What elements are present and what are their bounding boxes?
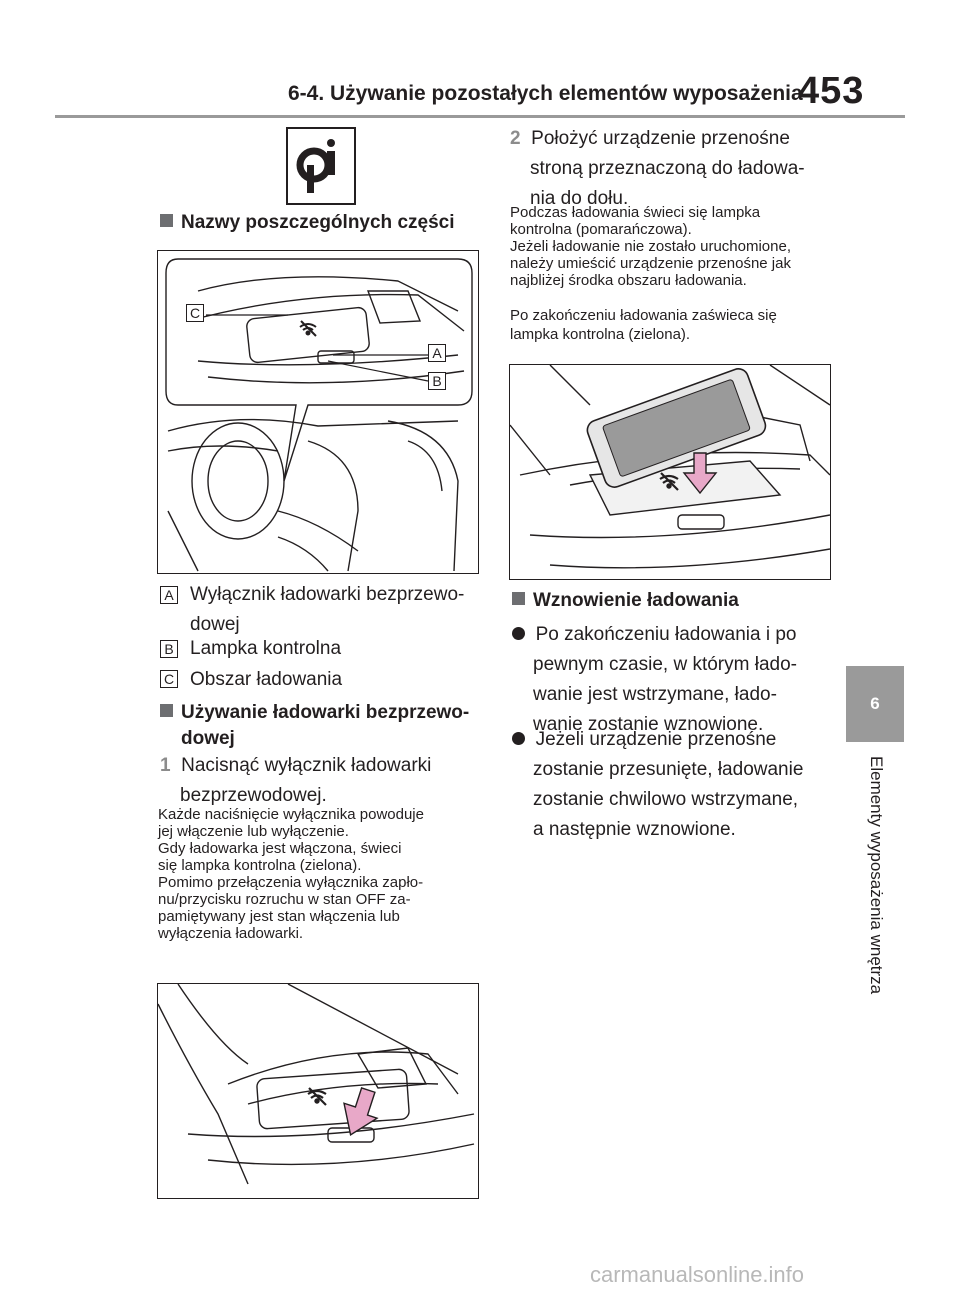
qi-logo-icon [286, 127, 356, 205]
note-charge-complete: Po zakończeniu ładowania zaświeca się lampka kontrolna (zielona). [510, 307, 777, 343]
figure-press-switch [157, 983, 479, 1199]
legend-key-b: B [160, 640, 178, 658]
note-switch: Każde naciśnięcie wyłącznika powoduje jej włączenie lub wyłączenie. Gdy ładowarka jest włączona, świeci się lampka kontrolna (zielona). Pomimo przełączenia wyłącznika zapło- nu/przycisku rozruchu w stan OFF za- pamiętywany jest stan włączenia lub wyłączenia ładowarki. [158, 806, 424, 942]
chapter-tab: 6 [846, 666, 904, 742]
square-bullet-icon [160, 214, 173, 227]
chapter-title-vertical: Elementy wyposażenia wnętrza [867, 756, 886, 995]
step-2: 2 Położyć urządzenie przenośne stroną przeznaczoną do ładowa- nia do dołu. [510, 128, 805, 209]
square-bullet-icon [512, 592, 525, 605]
wireless-charge-icon [300, 321, 316, 336]
bullet-dot-icon [512, 732, 525, 745]
figure-console-overview [157, 250, 479, 574]
figure-label-a: A [428, 344, 446, 362]
section-heading-usage: Używanie ładowarki bezprzewo- dowej [160, 700, 469, 752]
legend-text-a: Wyłącznik ładowarki bezprzewo- dowej [190, 584, 465, 635]
bullet-resume-2: Jeżeli urządzenie przenośne zostanie przesunięte, ładowanie zostanie chwilowo wstrzymane, a następnie wznowione. [512, 725, 803, 845]
legend-key-c: C [160, 670, 178, 688]
legend-text-c: Obszar ładowania [190, 669, 343, 690]
watermark: carmanualsonline.info [590, 1262, 805, 1287]
bullet-dot-icon [512, 627, 525, 640]
page-number: 453 [798, 70, 865, 112]
section-heading-parts: Nazwy poszczególnych części [160, 212, 455, 234]
wireless-charge-icon [308, 1088, 326, 1105]
figure-phone-placement [509, 364, 831, 580]
header-rule [55, 115, 905, 118]
figure-label-b: B [428, 372, 446, 390]
figure-label-c: C [186, 304, 204, 322]
legend-text-b: Lampka kontrolna [190, 638, 342, 659]
running-header-title: 6-4. Używanie pozostałych elementów wyposażenia [288, 82, 803, 105]
step-1: 1 Nacisnąć wyłącznik ładowarki bezprzewodowej. [160, 755, 432, 806]
note-charging-lamp: Podczas ładowania świeci się lampka kontrolna (pomarańczowa). Jeżeli ładowanie nie zostało uruchomione, należy umieścić urządzenie przenośne jak najbliżej środka obszaru ładowania. [510, 204, 792, 289]
bullet-resume-1: Po zakończeniu ładowania i po pewnym czasie, w którym łado- wanie jest wstrzymane, łado- wanie zostanie wznowione. [512, 620, 797, 740]
square-bullet-icon [160, 704, 173, 717]
legend-key-a: A [160, 586, 178, 604]
section-heading-resume: Wznowienie ładowania [512, 590, 739, 612]
